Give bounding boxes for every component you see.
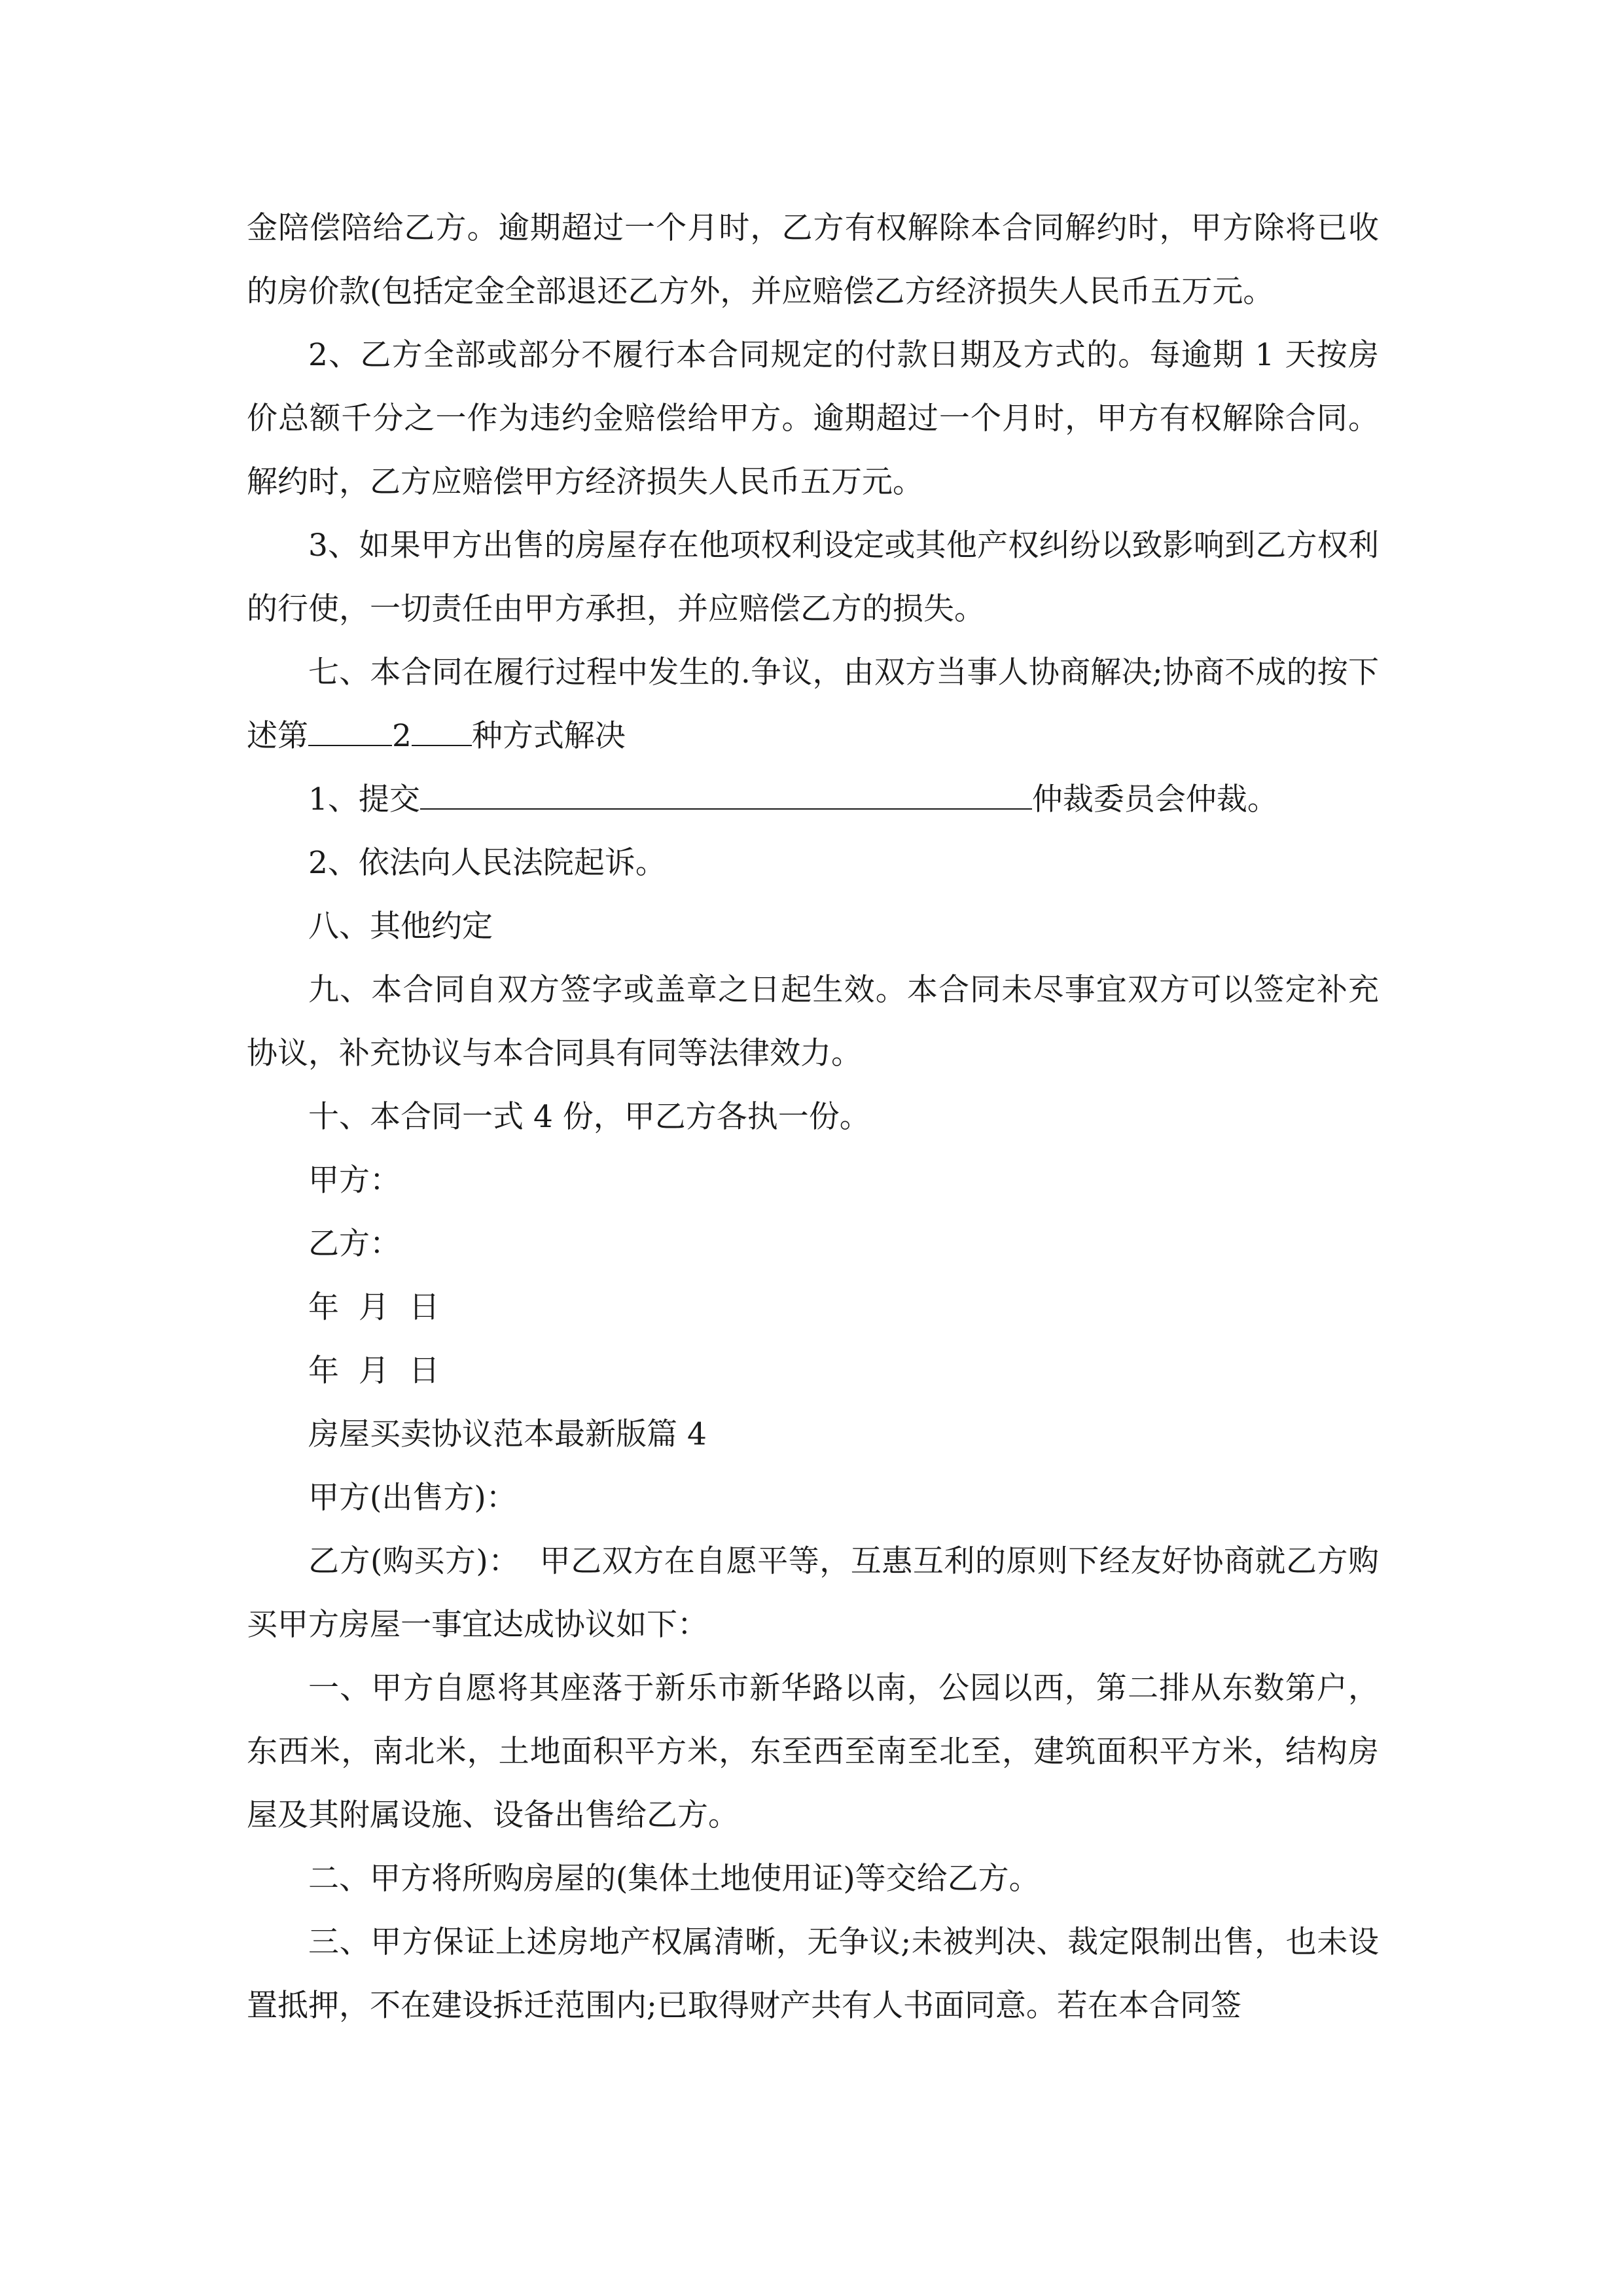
- signature-date-1: 年 月 日: [308, 1289, 440, 1325]
- signature-date-2: 年 月 日: [308, 1353, 440, 1389]
- paragraph-copies: 十、本合同一式 4 份，甲乙方各执一份。: [308, 1099, 870, 1135]
- dispute-text-end: 种方式解决: [471, 718, 626, 754]
- method-choice-value: 2: [392, 718, 412, 754]
- paragraph-property-description: 一、甲方自愿将其座落于新乐市新华路以南，公园以西，第二排从东数第户，东西米，南北米，土地面积平方米，东至西至南至北至，建筑面积平方米，结构房屋及其附属设施、设备出售给乙方。: [247, 1670, 1379, 1833]
- paragraph-dispute-resolution: [247, 641, 1379, 768]
- signature-party-b: 乙方：: [308, 1226, 401, 1262]
- paragraph-penalty-continuation: 金陪偿陪给乙方。逾期超过一个月时，乙方有权解除本合同解约时，甲方除将已收的房价款(包括定金全部退还乙方外，并应赔偿乙方经济损失人民币五万元。: [247, 210, 1379, 310]
- document-body: [247, 196, 1379, 2037]
- paragraph-court-option: 2、依法向人民法院起诉。: [308, 845, 666, 881]
- paragraph-effective-date: 九、本合同自双方签字或盖章之日起生效。本合同未尽事宜双方可以签定补充协议，补充协议与本合同具有同等法律效力。: [247, 972, 1379, 1071]
- heading-other-terms: 八、其他约定: [308, 908, 493, 944]
- section-title: 房屋买卖协议范本最新版篇 4: [308, 1416, 707, 1452]
- party-b-buyer-intro: 乙方(购买方)： 甲乙双方在自愿平等，互惠互利的原则下经友好协商就乙方购买甲方房屋一事宜达成协议如下：: [247, 1543, 1379, 1643]
- signature-party-a: 甲方：: [308, 1162, 401, 1198]
- method-choice-blank: [308, 745, 392, 746]
- arbitration-text-start: 1、提交: [308, 781, 420, 817]
- paragraph-documents-handover: 二、甲方将所购房屋的(集体土地使用证)等交给乙方。: [308, 1861, 1040, 1897]
- paragraph-title-guarantee: 三、甲方保证上述房地产权属清晰，无争议;未被判决、裁定限制出售，也未设置抵押，不在建设拆迁范围内;已取得财产共有人书面同意。若在本合同签: [247, 1924, 1379, 2024]
- paragraph-clause-2: 2、乙方全部或部分不履行本合同规定的付款日期及方式的。每逾期 1 天按房价总额千分之一作为违约金赔偿给甲方。逾期超过一个月时，甲方有权解除合同。解约时，乙方应赔偿甲方经济损失人民币五万元。: [247, 337, 1379, 500]
- paragraph-clause-3: 3、如果甲方出售的房屋存在他项权利设定或其他产权纠纷以致影响到乙方权利的行使，一切责任由甲方承担，并应赔偿乙方的损失。: [247, 528, 1379, 627]
- party-a-seller: 甲方(出售方)：: [308, 1480, 517, 1516]
- arbitration-text-end: 仲裁委员会仲裁。: [1031, 781, 1278, 817]
- dispute-text-start: 七、本合同在履行过程中发生的.争议，由双方当事人协商解决;协商不成的按下述第: [247, 655, 1379, 754]
- paragraph-arbitration-option: [247, 768, 1379, 831]
- method-choice-blank-tail: [412, 745, 472, 746]
- arbitration-committee-blank: [420, 808, 1032, 810]
